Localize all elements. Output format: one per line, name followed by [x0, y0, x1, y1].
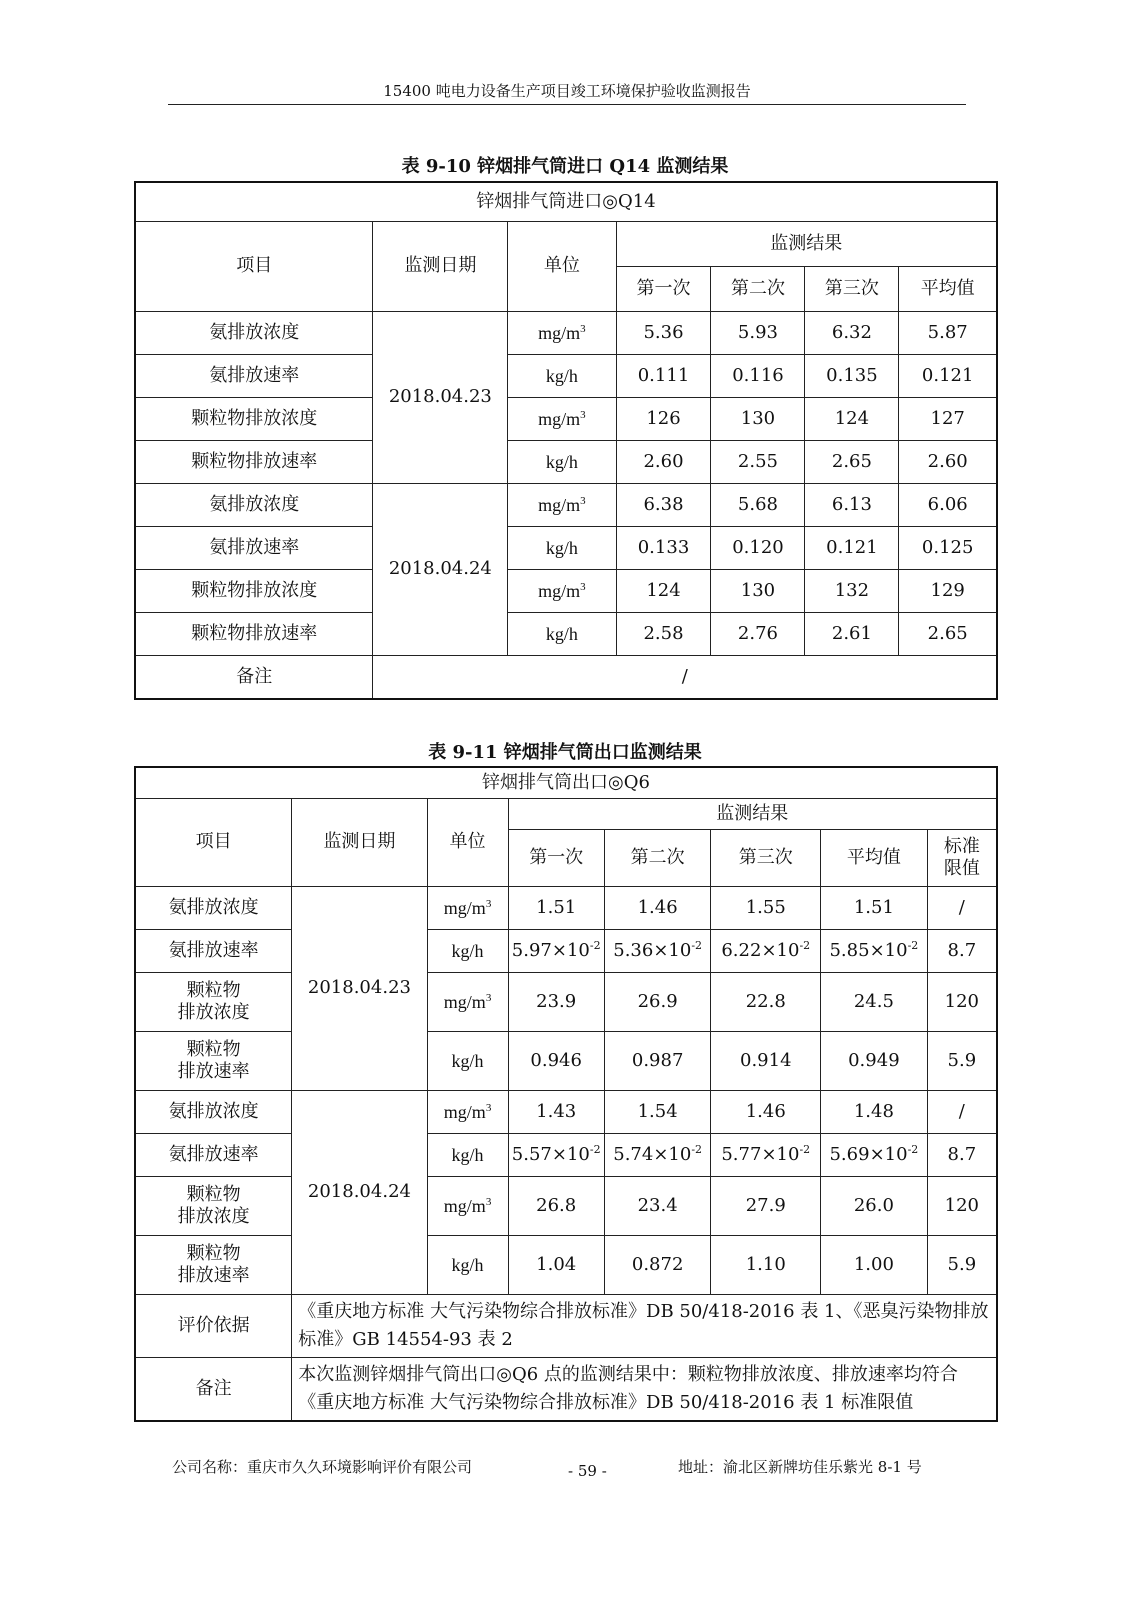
- item-cell: 颗粒物排放浓度: [135, 570, 373, 613]
- value-limit: 120: [927, 1177, 997, 1236]
- unit-base: mg/m: [443, 1195, 486, 1216]
- value-third-mantissa: 6.22×10: [721, 939, 800, 961]
- item-line1: 颗粒物: [186, 979, 241, 1001]
- header-limit: [927, 830, 997, 887]
- value-average: 2.65: [899, 613, 997, 656]
- table-row: [135, 887, 997, 930]
- value-average-mantissa: 5.69×10: [829, 1143, 908, 1165]
- value-third-exponent: -2: [799, 1142, 811, 1156]
- unit-superscript: 3: [485, 1195, 492, 1208]
- header-limit-line1: 标准: [943, 835, 980, 857]
- value-third: 2.61: [805, 613, 899, 656]
- value-second: [604, 887, 711, 930]
- value-average: 129: [899, 570, 997, 613]
- unit-cell: [427, 887, 508, 930]
- value-first: 0.133: [616, 527, 711, 570]
- value-average: [821, 930, 928, 973]
- value-first-mantissa: 5.97×10: [511, 939, 590, 961]
- value-second: [604, 930, 711, 973]
- unit-base: kg/h: [545, 365, 578, 386]
- header-results: 监测结果: [508, 799, 997, 830]
- unit-superscript: 3: [580, 408, 586, 421]
- table-9-11: [134, 766, 998, 1422]
- value-first-mantissa: 1.51: [536, 896, 577, 918]
- unit-base: mg/m: [538, 494, 581, 515]
- value-first-mantissa: 26.8: [536, 1194, 577, 1216]
- header-item: 项目: [135, 222, 373, 312]
- value-first-mantissa: 23.9: [536, 990, 577, 1012]
- value-third: [711, 1236, 821, 1295]
- table-9-11-title: 表 9-11 锌烟排气筒出口监测结果: [428, 742, 702, 763]
- value-second-exponent: -2: [691, 1142, 703, 1156]
- header-limit-line2: 限值: [943, 858, 980, 879]
- value-third-mantissa: 0.914: [740, 1049, 792, 1071]
- value-third-mantissa: 1.55: [745, 896, 786, 918]
- value-first: [508, 973, 604, 1032]
- header-results: 监测结果: [616, 222, 997, 267]
- value-second: 130: [711, 570, 805, 613]
- value-average: [821, 1177, 928, 1236]
- item-cell: [135, 1032, 292, 1091]
- remark-text: 本次监测锌烟排气筒出口◎Q6 点的监测结果中：颗粒物排放浓度、排放速率均符合《重庆地方标准 大气污染物综合排放标准》DB 50/418-2016 表 1 标准限值: [292, 1358, 997, 1422]
- item-line2: 排放速率: [177, 1061, 250, 1082]
- item-cell: 氨排放浓度: [135, 312, 373, 355]
- value-third: [711, 1134, 821, 1177]
- value-average-mantissa: 0.949: [848, 1049, 900, 1071]
- header-date: 监测日期: [373, 222, 508, 312]
- value-first: [508, 1177, 604, 1236]
- remark-value: /: [373, 656, 997, 700]
- value-first: [508, 1134, 604, 1177]
- unit-base: mg/m: [538, 322, 581, 343]
- value-second: 0.116: [711, 355, 805, 398]
- unit-superscript: 3: [580, 494, 586, 507]
- header-unit: 单位: [508, 222, 616, 312]
- header-average: 平均值: [899, 267, 997, 312]
- unit-cell: [427, 1177, 508, 1236]
- item-cell: [135, 930, 292, 973]
- page-number: - 59 -: [568, 1462, 607, 1480]
- value-second-mantissa: 26.9: [637, 990, 678, 1012]
- value-third-mantissa: 22.8: [745, 990, 786, 1012]
- value-average-mantissa: 5.85×10: [829, 939, 908, 961]
- value-average: [821, 1091, 928, 1134]
- value-average-mantissa: 24.5: [853, 990, 894, 1012]
- value-average: 127: [899, 398, 997, 441]
- value-first: 5.36: [616, 312, 711, 355]
- date-cell: 2018.04.23: [373, 312, 508, 484]
- value-second: 2.55: [711, 441, 805, 484]
- unit-superscript: 3: [485, 991, 492, 1004]
- remark-label: 备注: [135, 1358, 292, 1422]
- date-cell: 2018.04.24: [373, 484, 508, 656]
- header-second: 第二次: [711, 267, 805, 312]
- item-cell: [135, 887, 292, 930]
- value-average: [821, 1134, 928, 1177]
- item-cell: 颗粒物排放速率: [135, 613, 373, 656]
- page-header: 15400 吨电力设备生产项目竣工环境保护验收监测报告: [383, 82, 751, 100]
- value-third-mantissa: 1.10: [745, 1253, 786, 1275]
- unit-cell: [508, 355, 616, 398]
- value-second-mantissa: 23.4: [637, 1194, 678, 1216]
- value-second-mantissa: 0.872: [631, 1253, 684, 1275]
- value-second-mantissa: 0.987: [631, 1049, 684, 1071]
- remark-label: 备注: [135, 656, 373, 700]
- table-9-10-title: 表 9-10 锌烟排气筒进口 Q14 监测结果: [401, 156, 729, 177]
- unit-cell: [427, 930, 508, 973]
- value-first: [508, 887, 604, 930]
- header-first: 第一次: [508, 830, 604, 887]
- table-row: [135, 973, 997, 1032]
- value-average-mantissa: 1.00: [853, 1253, 894, 1275]
- unit-cell: [508, 441, 616, 484]
- unit-base: mg/m: [443, 897, 486, 918]
- item-line1: 氨排放速率: [168, 1143, 259, 1165]
- table-caption: 锌烟排气筒进口◎Q14: [135, 182, 997, 222]
- value-third-mantissa: 1.46: [745, 1100, 786, 1122]
- value-third: 6.13: [805, 484, 899, 527]
- value-second: 5.93: [711, 312, 805, 355]
- table-row: [135, 1177, 997, 1236]
- header-third: 第三次: [711, 830, 821, 887]
- unit-cell: [508, 527, 616, 570]
- unit-superscript: 3: [485, 897, 492, 910]
- table-row: [135, 1236, 997, 1295]
- table-row: [135, 527, 997, 570]
- item-cell: [135, 973, 292, 1032]
- value-average-mantissa: 1.48: [853, 1100, 894, 1122]
- value-first: 0.111: [616, 355, 711, 398]
- value-second: 0.120: [711, 527, 805, 570]
- footer-address: 地址：渝北区新牌坊佳乐紫光 8-1 号: [678, 1458, 922, 1476]
- value-first: 124: [616, 570, 711, 613]
- value-first: [508, 1236, 604, 1295]
- value-third: 132: [805, 570, 899, 613]
- value-limit: 5.9: [927, 1032, 997, 1091]
- value-third: [711, 1177, 821, 1236]
- value-limit: 120: [927, 973, 997, 1032]
- header-unit: 单位: [427, 799, 508, 887]
- item-cell: 氨排放浓度: [135, 484, 373, 527]
- value-third-mantissa: 5.77×10: [721, 1143, 800, 1165]
- item-line1: 氨排放浓度: [168, 896, 259, 918]
- value-average-exponent: -2: [907, 1142, 919, 1156]
- unit-cell: [427, 1032, 508, 1091]
- value-first-mantissa: 5.57×10: [511, 1143, 590, 1165]
- unit-base: kg/h: [451, 940, 484, 961]
- table-row: [135, 312, 997, 355]
- value-first-mantissa: 1.43: [536, 1100, 577, 1122]
- value-first: [508, 1091, 604, 1134]
- value-average: 5.87: [899, 312, 997, 355]
- table-row: [135, 1032, 997, 1091]
- value-first: 2.60: [616, 441, 711, 484]
- value-second-mantissa: 1.46: [637, 896, 678, 918]
- value-limit: 5.9: [927, 1236, 997, 1295]
- date-cell: 2018.04.23: [292, 887, 427, 1091]
- header-divider: [168, 104, 966, 105]
- unit-base: mg/m: [443, 1101, 486, 1122]
- value-average: 0.121: [899, 355, 997, 398]
- unit-cell: [508, 484, 616, 527]
- value-average: [821, 1236, 928, 1295]
- table-row: [135, 484, 997, 527]
- value-third: 0.121: [805, 527, 899, 570]
- value-second: [604, 1032, 711, 1091]
- value-average: 2.60: [899, 441, 997, 484]
- unit-base: mg/m: [538, 408, 581, 429]
- value-second: 2.76: [711, 613, 805, 656]
- item-line1: 颗粒物: [186, 1242, 241, 1264]
- item-cell: [135, 1177, 292, 1236]
- unit-cell: [427, 1236, 508, 1295]
- header-date: 监测日期: [292, 799, 427, 887]
- value-limit: 8.7: [927, 930, 997, 973]
- value-first: 2.58: [616, 613, 711, 656]
- header-average: 平均值: [821, 830, 928, 887]
- table-row: [135, 441, 997, 484]
- unit-base: kg/h: [451, 1144, 484, 1165]
- item-cell: [135, 1091, 292, 1134]
- value-second: [604, 1134, 711, 1177]
- value-second: 130: [711, 398, 805, 441]
- value-average: 6.06: [899, 484, 997, 527]
- header-first: 第一次: [616, 267, 711, 312]
- item-cell: 氨排放速率: [135, 527, 373, 570]
- unit-base: kg/h: [545, 451, 578, 472]
- unit-base: mg/m: [538, 580, 581, 601]
- value-third-mantissa: 27.9: [745, 1194, 786, 1216]
- value-average-mantissa: 1.51: [853, 896, 894, 918]
- unit-cell: [508, 613, 616, 656]
- item-cell: 颗粒物排放速率: [135, 441, 373, 484]
- value-second-mantissa: 5.36×10: [613, 939, 692, 961]
- value-second: [604, 1236, 711, 1295]
- item-cell: 氨排放速率: [135, 355, 373, 398]
- unit-base: mg/m: [443, 991, 486, 1012]
- value-third: 6.32: [805, 312, 899, 355]
- unit-base: kg/h: [451, 1050, 484, 1071]
- header-third: 第三次: [805, 267, 899, 312]
- item-cell: [135, 1134, 292, 1177]
- table-9-10: [134, 181, 998, 700]
- value-average: [821, 1032, 928, 1091]
- value-average-exponent: -2: [907, 938, 919, 952]
- value-first-exponent: -2: [589, 938, 601, 952]
- value-third: 2.65: [805, 441, 899, 484]
- item-line2: 排放浓度: [177, 1002, 250, 1023]
- item-cell: 颗粒物排放浓度: [135, 398, 373, 441]
- unit-base: kg/h: [451, 1254, 484, 1275]
- header-second: 第二次: [604, 830, 711, 887]
- value-first: 6.38: [616, 484, 711, 527]
- value-first-exponent: -2: [589, 1142, 601, 1156]
- value-third: [711, 887, 821, 930]
- value-second: [604, 1177, 711, 1236]
- unit-cell: [427, 1091, 508, 1134]
- table-row: [135, 355, 997, 398]
- value-first: [508, 1032, 604, 1091]
- value-third-exponent: -2: [799, 938, 811, 952]
- table-row: [135, 570, 997, 613]
- value-first-mantissa: 1.04: [536, 1253, 577, 1275]
- footer-company: 公司名称：重庆市久久环境影响评价有限公司: [172, 1458, 473, 1476]
- unit-base: kg/h: [545, 623, 578, 644]
- value-limit: /: [927, 1091, 997, 1134]
- value-second-mantissa: 1.54: [637, 1100, 678, 1122]
- value-third: 124: [805, 398, 899, 441]
- value-first: [508, 930, 604, 973]
- unit-cell: [508, 312, 616, 355]
- item-line1: 颗粒物: [186, 1183, 241, 1205]
- value-third: [711, 1091, 821, 1134]
- basis-label: 评价依据: [135, 1295, 292, 1358]
- value-second-mantissa: 5.74×10: [613, 1143, 692, 1165]
- table-row: [135, 1134, 997, 1177]
- value-third: [711, 1032, 821, 1091]
- value-third: [711, 973, 821, 1032]
- table-row: [135, 1091, 997, 1134]
- value-third: 0.135: [805, 355, 899, 398]
- value-average-mantissa: 26.0: [853, 1194, 894, 1216]
- value-second: [604, 1091, 711, 1134]
- unit-cell: [427, 973, 508, 1032]
- date-cell: 2018.04.24: [292, 1091, 427, 1295]
- item-line1: 氨排放速率: [168, 939, 259, 961]
- item-line2: 排放速率: [177, 1265, 250, 1286]
- value-average: 0.125: [899, 527, 997, 570]
- unit-cell: [508, 398, 616, 441]
- item-cell: [135, 1236, 292, 1295]
- unit-superscript: 3: [580, 580, 586, 593]
- value-second: 5.68: [711, 484, 805, 527]
- value-limit: /: [927, 887, 997, 930]
- table-caption: 锌烟排气筒出口◎Q6: [135, 767, 997, 799]
- basis-text: 《重庆地方标准 大气污染物综合排放标准》DB 50/418-2016 表 1、《恶臭污染物排放标准》GB 14554-93 表 2: [292, 1295, 997, 1358]
- unit-cell: [508, 570, 616, 613]
- item-line2: 排放浓度: [177, 1206, 250, 1227]
- value-average: [821, 887, 928, 930]
- value-limit: 8.7: [927, 1134, 997, 1177]
- table-row: [135, 930, 997, 973]
- unit-cell: [427, 1134, 508, 1177]
- header-item: 项目: [135, 799, 292, 887]
- value-second: [604, 973, 711, 1032]
- unit-superscript: 3: [485, 1101, 492, 1114]
- value-first-mantissa: 0.946: [530, 1049, 582, 1071]
- item-line1: 颗粒物: [186, 1038, 241, 1060]
- table-row: [135, 398, 997, 441]
- unit-superscript: 3: [580, 322, 586, 335]
- value-average: [821, 973, 928, 1032]
- value-third: [711, 930, 821, 973]
- value-first: 126: [616, 398, 711, 441]
- value-second-exponent: -2: [691, 938, 703, 952]
- unit-base: kg/h: [545, 537, 578, 558]
- item-line1: 氨排放浓度: [168, 1100, 259, 1122]
- table-row: [135, 613, 997, 656]
